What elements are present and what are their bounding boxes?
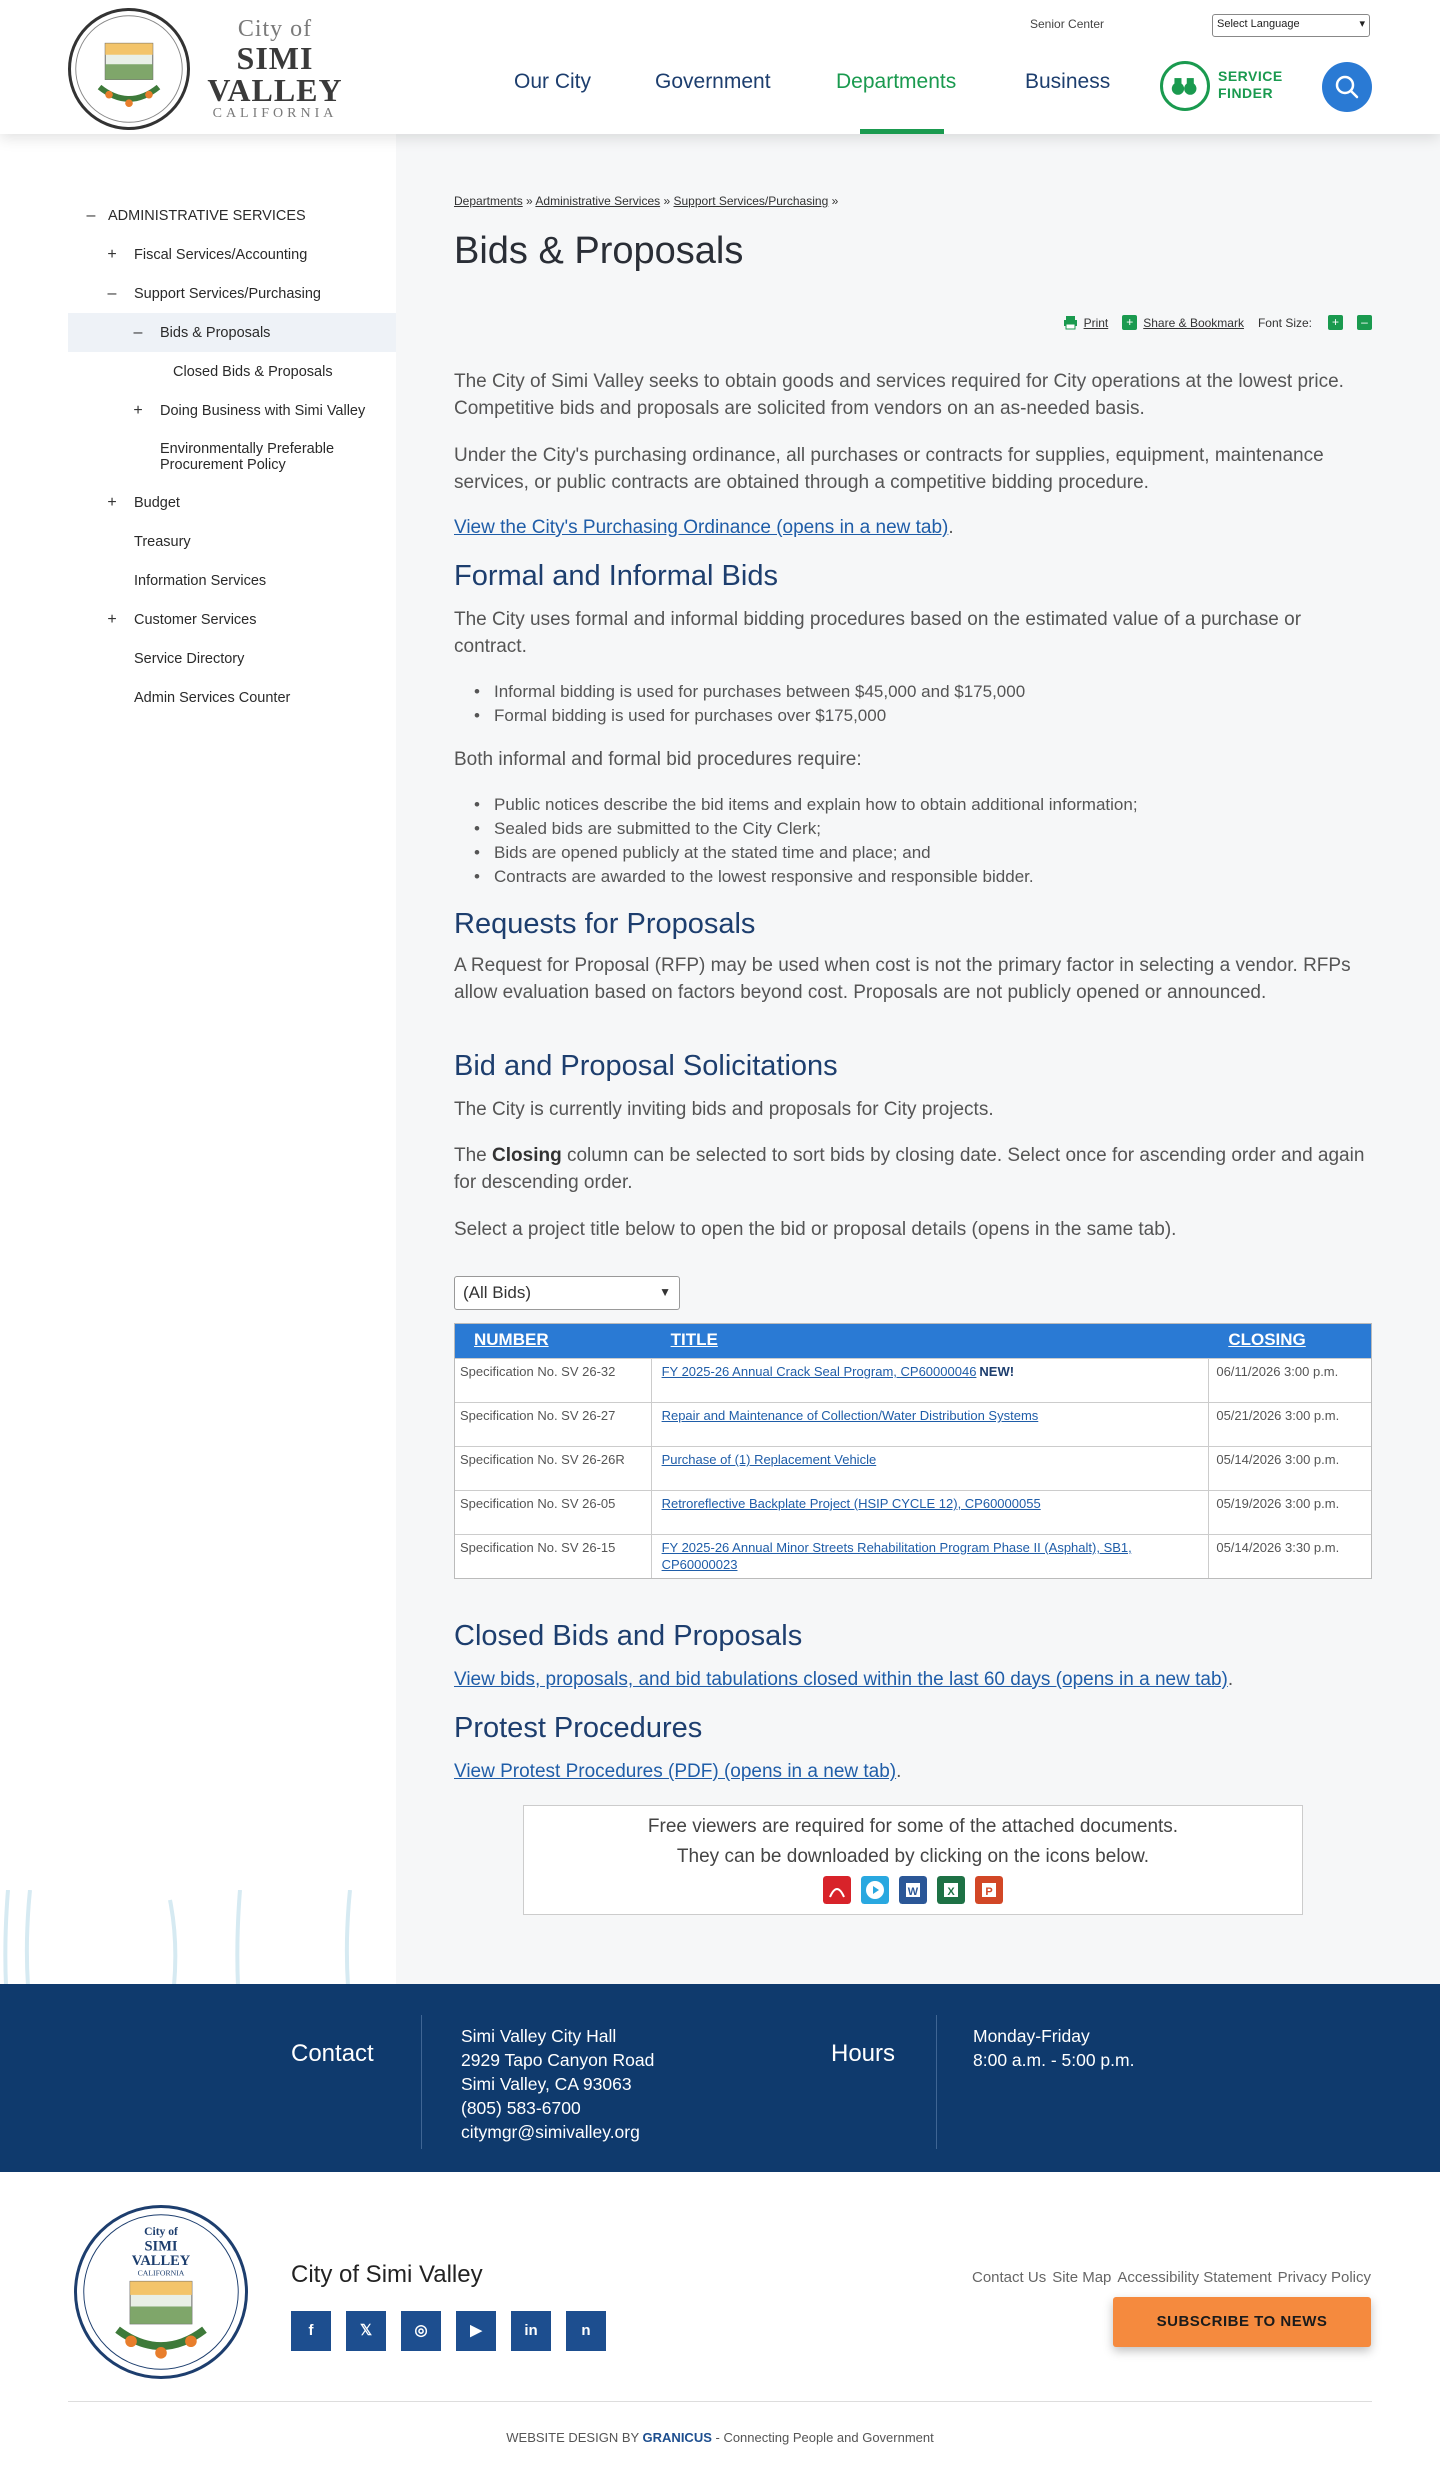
print-link[interactable]: Print	[1083, 315, 1109, 330]
protest-procedures-link[interactable]: View Protest Procedures (PDF) (opens in a new tab)	[454, 1761, 897, 1782]
viewers-line-2: They can be downloaded by clicking on the icons below.	[676, 1846, 1150, 1867]
ordinance-paragraph	[454, 514, 1372, 541]
bid-title-cell	[652, 1535, 1210, 1578]
expand-icon[interactable]: +	[107, 610, 117, 628]
requirements-list	[494, 793, 1354, 889]
breadcrumb-support-services[interactable]: Support Services/Purchasing	[673, 194, 829, 208]
hours-line: 8:00 a.m. - 5:00 p.m.	[973, 2050, 1135, 2070]
contact-line: 2929 Tapo Canyon Road	[461, 2050, 655, 2070]
language-select[interactable]	[1212, 14, 1370, 37]
formal-paragraph: The City uses formal and informal bidding procedures based on the estimated value of a purchase or contract.	[454, 609, 1302, 657]
breadcrumb-separator: »	[526, 194, 533, 208]
collapse-icon[interactable]: –	[86, 206, 96, 224]
contact-info	[461, 2024, 654, 2144]
closed-paragraph	[454, 1666, 1372, 1693]
service-finder-button[interactable]	[1218, 68, 1283, 102]
breadcrumb-administrative-services[interactable]: Administrative Services	[535, 194, 661, 208]
sidebar-item-admin-counter[interactable]	[68, 678, 396, 717]
site-header	[0, 0, 1440, 134]
wordmark-valley: VALLEY	[207, 72, 343, 108]
footer-link-privacy[interactable]: Privacy Policy	[1277, 2269, 1371, 2286]
site-credit	[0, 2430, 1440, 2445]
powerpoint-icon[interactable]	[975, 1876, 1003, 1904]
bid-number: Specification No. SV 26-05	[455, 1491, 652, 1534]
closing-bold: Closing	[492, 1145, 562, 1166]
footer-contact	[0, 1984, 1440, 2172]
sidebar-item-epp-policy[interactable]	[68, 430, 396, 483]
formal-list	[494, 680, 1354, 728]
bid-title-link[interactable]: Purchase of (1) Replacement Vehicle	[661, 1452, 877, 1467]
page-tools	[1063, 315, 1372, 330]
bid-title-cell	[652, 1491, 1210, 1534]
senior-center-link[interactable]: Senior Center	[1030, 17, 1105, 31]
table-row	[455, 1534, 1371, 1578]
list-item: • Contracts are awarded to the lowest responsive and responsible bidder.	[494, 865, 1354, 889]
breadcrumb-departments[interactable]: Departments	[454, 194, 523, 208]
list-item: • Sealed bids are submitted to the City Clerk;	[494, 817, 1354, 841]
breadcrumb-separator: »	[831, 194, 839, 208]
column-title[interactable]: TITLE	[670, 1330, 718, 1349]
sidebar-item-administrative-services[interactable]	[68, 196, 396, 235]
sidebar-item-label: Information Services	[134, 572, 267, 589]
active-nav-indicator	[860, 129, 944, 134]
rfp-paragraph: A Request for Proposal (RFP) may be used when cost is not the primary factor in selecting a vendor. RFPs allow evaluation based on factors beyond cost. Proposals are not publicly opened or announced.	[454, 955, 1351, 1003]
bid-title-link[interactable]: Repair and Maintenance of Collection/Water Distribution Systems	[661, 1408, 1039, 1423]
bid-number: Specification No. SV 26-27	[455, 1403, 652, 1446]
heading-formal-informal: Formal and Informal Bids	[454, 560, 778, 592]
youtube-icon[interactable]: ▶	[456, 2311, 496, 2351]
chevron-down-icon: ▾	[1359, 18, 1365, 30]
bid-closing: 05/19/2026 3:00 p.m.	[1216, 1496, 1340, 1511]
sidebar-item-customer-services[interactable]	[68, 600, 396, 639]
linkedin-icon[interactable]: in	[511, 2311, 551, 2351]
share-icon[interactable]: +	[1122, 315, 1137, 330]
sidebar-item-label: Fiscal Services/Accounting	[134, 246, 308, 263]
expand-icon[interactable]: +	[107, 245, 117, 263]
nav-departments[interactable]: Departments	[836, 70, 957, 93]
wordmark-simi: SIMI	[236, 40, 314, 76]
footer-links	[972, 2269, 1371, 2286]
facebook-icon[interactable]: f	[291, 2311, 331, 2351]
svg-text:W: W	[907, 1886, 919, 1898]
sidebar-item-treasury[interactable]	[68, 522, 396, 561]
collapse-icon[interactable]: –	[133, 323, 143, 341]
bid-title-link[interactable]: FY 2025-26 Annual Crack Seal Program, CP60000046	[661, 1364, 977, 1379]
print-icon[interactable]	[1063, 315, 1078, 330]
divider	[936, 2015, 937, 2149]
bid-closing: 05/14/2026 3:00 p.m.	[1216, 1452, 1340, 1467]
search-button[interactable]	[1322, 62, 1372, 112]
intro-paragraph-1: The City of Simi Valley seeks to obtain goods and services required for City operations at the lowest price. Competitive bids and proposals are solicited from vendors on an as-needed basis.	[454, 371, 1344, 419]
page-title: Bids & Proposals	[454, 230, 744, 272]
breadcrumb-separator: »	[663, 194, 671, 208]
footer-link-contact[interactable]: Contact Us	[972, 2269, 1047, 2286]
sidebar-item-fiscal-services[interactable]	[68, 235, 396, 274]
table-row	[455, 1490, 1371, 1534]
footer-city-name: City of Simi Valley	[291, 2261, 483, 2288]
chevron-down-icon: ▼	[659, 1285, 671, 1299]
language-select-value: Select Language	[1217, 18, 1300, 30]
column-closing[interactable]: CLOSING	[1228, 1330, 1306, 1349]
bid-title-cell	[652, 1403, 1210, 1446]
expand-icon[interactable]: +	[133, 401, 143, 419]
svg-text:SIMI: SIMI	[144, 2238, 178, 2255]
sidebar-item-label: Closed Bids & Proposals	[173, 363, 333, 380]
closing-pre: The	[454, 1145, 493, 1166]
search-icon	[1322, 62, 1372, 112]
sidebar-item-label: Admin Services Counter	[134, 689, 291, 706]
hours-label: Hours	[831, 2040, 896, 2067]
contact-email[interactable]: citymgr@simivalley.org	[461, 2122, 640, 2142]
column-number[interactable]: NUMBER	[474, 1330, 549, 1349]
sidebar-item-label: Treasury	[134, 533, 191, 550]
subscribe-button[interactable]: SUBSCRIBE TO NEWS	[1113, 2297, 1371, 2347]
x-icon[interactable]: 𝕏	[346, 2311, 386, 2351]
sidebar-nav	[68, 196, 396, 717]
font-size-label: Font Size:	[1257, 315, 1312, 330]
list-item: • Bids are opened publicly at the stated time and place; and	[494, 841, 1354, 865]
closing-paragraph	[454, 1142, 1372, 1196]
table-row	[455, 1446, 1371, 1490]
instagram-icon[interactable]: ◎	[401, 2311, 441, 2351]
table-row	[455, 1358, 1371, 1402]
list-item: • Public notices describe the bid items and explain how to obtain additional information;	[494, 793, 1354, 817]
svg-text:City of: City of	[144, 2225, 178, 2239]
wordmark-city-of: City of	[237, 16, 313, 42]
viewer-icons	[524, 1876, 1302, 1904]
contact-phone[interactable]: (805) 583-6700	[461, 2098, 581, 2118]
excel-icon[interactable]	[937, 1876, 965, 1904]
divider	[68, 2401, 1372, 2402]
sidebar-item-service-directory[interactable]	[68, 639, 396, 678]
font-decrease-button[interactable]: –	[1357, 315, 1372, 330]
nav-business[interactable]: Business	[1025, 70, 1111, 93]
heading-closed-bids: Closed Bids and Proposals	[454, 1620, 803, 1652]
bid-number: Specification No. SV 26-15	[455, 1535, 652, 1578]
bids-table	[454, 1323, 1372, 1579]
nav-government[interactable]: Government	[655, 70, 771, 93]
sidebar-item-budget[interactable]	[68, 483, 396, 522]
service-finder-line2: FINDER	[1218, 85, 1274, 101]
svg-text:CALIFORNIA: CALIFORNIA	[137, 2268, 185, 2278]
sidebar-item-label: Budget	[134, 494, 180, 511]
svg-text:VALLEY: VALLEY	[131, 2252, 191, 2269]
viewers-line-1: Free viewers are required for some of the attached documents.	[647, 1816, 1179, 1837]
both-paragraph: Both informal and formal bid procedures require:	[454, 749, 862, 770]
share-bookmark-link[interactable]: Share & Bookmark	[1143, 315, 1244, 330]
solicit-paragraph: The City is currently inviting bids and proposals for City projects.	[454, 1099, 994, 1120]
bid-filter-value: (All Bids)	[463, 1283, 532, 1302]
city-wordmark[interactable]	[205, 16, 345, 122]
bid-number: Specification No. SV 26-26R	[455, 1447, 652, 1490]
nav-our-city[interactable]: Our City	[514, 70, 592, 93]
heading-rfp: Requests for Proposals	[454, 908, 756, 940]
period: .	[896, 1761, 902, 1782]
intro-paragraph-2: Under the City's purchasing ordinance, all purchases or contracts for supplies, equipment, maintenance services, or public contracts are obtained through a competitive bidding procedure.	[454, 445, 1324, 493]
list-item: • Formal bidding is used for purchases over $175,000	[494, 704, 1354, 728]
pdf-icon[interactable]	[823, 1876, 851, 1904]
period: .	[948, 517, 954, 538]
wordmark-california: CALIFORNIA	[212, 106, 338, 121]
hours-line: Monday-Friday	[973, 2026, 1090, 2046]
closing-post: column can be selected to sort bids by closing date. Select once for ascending order and again for descending order.	[454, 1145, 1365, 1193]
purchasing-ordinance-link[interactable]: View the City's Purchasing Ordinance (opens in a new tab)	[454, 517, 949, 538]
protest-paragraph	[454, 1758, 1372, 1785]
hours-info	[973, 2024, 1134, 2072]
heading-solicitations: Bid and Proposal Solicitations	[454, 1050, 838, 1082]
list-item: • Informal bidding is used for purchases between $45,000 and $175,000	[494, 680, 1354, 704]
font-increase-button[interactable]: +	[1328, 315, 1343, 330]
bid-title-cell	[652, 1447, 1210, 1490]
service-finder-line1: SERVICE	[1218, 68, 1283, 84]
bid-title-cell	[652, 1359, 1210, 1402]
select-paragraph: Select a project title below to open the bid or proposal details (opens in the same tab).	[454, 1219, 1177, 1240]
social-links	[291, 2311, 606, 2351]
bid-closing: 05/21/2026 3:00 p.m.	[1216, 1408, 1340, 1423]
bid-number: Specification No. SV 26-32	[455, 1359, 652, 1402]
sidebar-item-doing-business[interactable]	[68, 391, 396, 430]
decorative-lines	[0, 1890, 396, 1986]
bid-closing: 06/11/2026 3:00 p.m.	[1216, 1364, 1339, 1379]
footer-link-accessibility[interactable]: Accessibility Statement	[1117, 2269, 1272, 2286]
contact-label: Contact	[291, 2040, 374, 2067]
bid-closing: 05/14/2026 3:30 p.m.	[1216, 1540, 1340, 1555]
heading-protest: Protest Procedures	[454, 1712, 703, 1744]
new-badge: NEW!	[979, 1364, 1015, 1379]
credit-suffix: - Connecting People and Government	[711, 2430, 934, 2445]
bid-title-link[interactable]: FY 2025-26 Annual Minor Streets Rehabilitation Program Phase II (Asphalt), SB1, CP60000023	[661, 1540, 1132, 1572]
table-header	[455, 1324, 1371, 1358]
collapse-icon[interactable]: –	[107, 284, 117, 302]
nextdoor-icon[interactable]: n	[566, 2311, 606, 2351]
binoculars-icon[interactable]	[1160, 61, 1210, 111]
closed-bids-link[interactable]: View bids, proposals, and bid tabulations closed within the last 60 days (opens in a new tab)	[454, 1669, 1228, 1690]
sidebar-item-label: ADMINISTRATIVE SERVICES	[108, 207, 306, 224]
divider	[421, 2015, 422, 2149]
credit-prefix: WEBSITE DESIGN BY	[506, 2430, 643, 2445]
granicus-link[interactable]: GRANICUS	[642, 2430, 712, 2445]
media-icon[interactable]	[861, 1876, 889, 1904]
contact-line: Simi Valley, CA 93063	[461, 2074, 632, 2094]
footer-link-sitemap[interactable]: Site Map	[1052, 2269, 1112, 2286]
table-row	[455, 1402, 1371, 1446]
sidebar-item-label: Doing Business with Simi Valley	[160, 402, 366, 419]
sidebar-item-label: Environmentally Preferable Procurement Policy	[160, 440, 335, 473]
free-viewers-box	[523, 1805, 1303, 1915]
sidebar-item-information-services[interactable]	[68, 561, 396, 600]
svg-text:P: P	[985, 1886, 993, 1898]
bid-title-link[interactable]: Retroreflective Backplate Project (HSIP CYCLE 12), CP60000055	[661, 1496, 1041, 1511]
breadcrumb	[454, 194, 838, 208]
expand-icon[interactable]: +	[107, 493, 117, 511]
period: .	[1227, 1669, 1234, 1690]
sidebar-item-bids-proposals[interactable]	[68, 313, 396, 352]
sidebar-item-support-services[interactable]	[68, 274, 396, 313]
sidebar-item-label: Support Services/Purchasing	[134, 285, 321, 302]
sidebar-item-label: Bids & Proposals	[160, 324, 271, 341]
sidebar-item-label: Customer Services	[134, 611, 257, 628]
city-seal-logo[interactable]	[68, 8, 190, 130]
word-icon[interactable]	[899, 1876, 927, 1904]
sidebar-item-label: Service Directory	[134, 650, 245, 667]
bid-filter-select[interactable]	[454, 1276, 680, 1310]
footer-city-seal-logo[interactable]	[74, 2205, 248, 2379]
contact-line: Simi Valley City Hall	[461, 2026, 617, 2046]
sidebar-item-closed-bids[interactable]	[68, 352, 396, 391]
svg-text:X: X	[947, 1886, 955, 1898]
footer-bottom	[0, 2172, 1440, 2474]
